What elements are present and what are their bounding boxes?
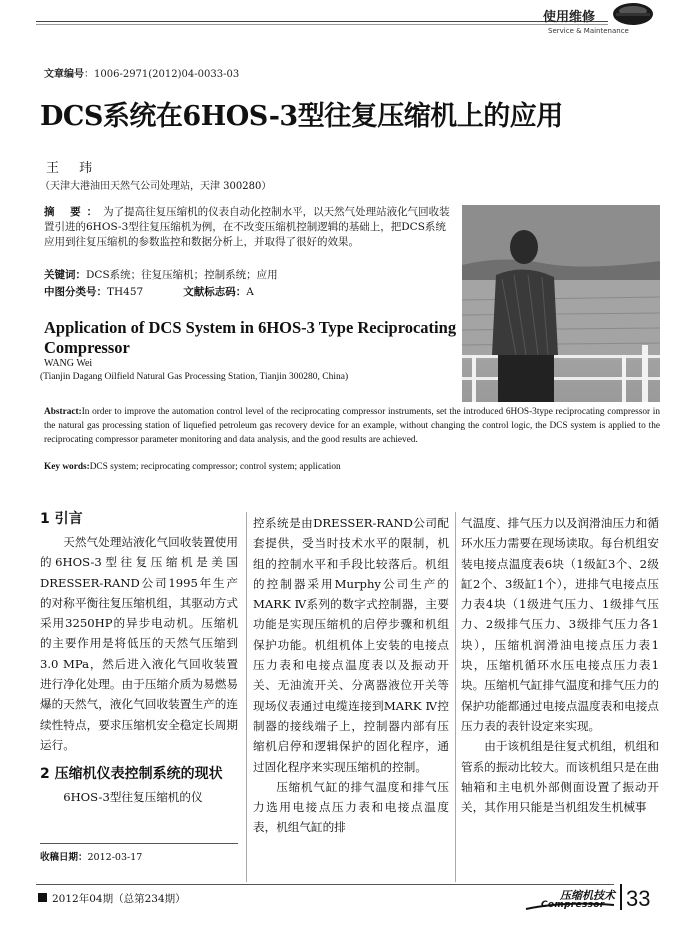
- affiliation-cn: （天津大港油田天然气公司处理站，天津 300280）: [40, 181, 272, 192]
- column-3-paragraph-1: 气温度、排气压力以及润滑油压力和循环水压力需要在现场读取。每台机组安装电接点温度表6块（1级缸3个、2级缸2个、3级缸1个），进排气电接点压力表4块（1级进气压力、1级排气压力、2级排气压力、3级排气压力各1块），压缩机润滑油电接点压力表1块，压缩机循环水压电接点压力表1块。压缩机气缸排气温度和排气压力的保护功能都通过电接点温度表和电接点压力表的表针设定来实现。: [461, 516, 659, 733]
- abstract-en-label: Abstract:: [44, 407, 82, 417]
- journal-name-en: Compressor: [541, 900, 605, 910]
- keywords-cn: [44, 267, 464, 282]
- keywords-en: [44, 462, 660, 472]
- affiliation-en: (Tianjin Dagang Oilfield Natural Gas Processing Station, Tianjin 300280, China): [40, 372, 349, 382]
- column-divider: [455, 512, 456, 882]
- article-number-label: 文章编号: [44, 69, 84, 80]
- column-3-paragraph-2: 由于该机组是往复式机组，机组和管系的振动比较大。而该机组只是在曲轴箱和主电机外部侧面设置了振动开关，其作用只能是当机组发生机械事: [461, 739, 659, 815]
- article-number-value: ：1006-2971(2012)04-0033-03: [84, 69, 240, 80]
- doc-code-label: 文献标志码：: [183, 286, 247, 298]
- abstract-cn-text: 为了提高往复压缩机的仪表自动化控制水平，以天然气处理站液化气回收装置引进的6HOS-3型往复压缩机为例，在不改变压缩机控制逻辑的基础上，把DCS系统应用到往复压缩机的参数监控和数据分析上，并取得了很好的效果。: [44, 206, 450, 248]
- oil-drum-icon: [610, 1, 656, 27]
- journal-name-cn: 压缩机技术: [560, 889, 615, 902]
- section-2-paragraph: 6HOS-3型往复压缩机的仪: [63, 790, 203, 805]
- column-2-paragraph-2: 压缩机气缸的排气温度和排气压力选用电接点压力表和电接点温度表，机组气缸的排: [253, 779, 449, 835]
- received-label: 收稿日期：: [40, 852, 88, 863]
- keywords-en-text: DCS system; reciprocating compressor; control system; application: [89, 462, 341, 472]
- page-number-bar: [620, 884, 622, 910]
- abstract-en-text: In order to improve the automation control level of the reciprocating compressor instruments, set the introduced 6HOS-3type reciprocating compressor in the natural gas processing station of liquefied petroleum gas recovery device for an example, without changing the control logic, the DCS system is applied to the reciprocating compressor parameter monitoring and data analysis, and the good results are achieved.: [44, 407, 660, 445]
- section-1-paragraph: 天然气处理站液化气回收装置使用的6HOS-3型往复压缩机是美国DRESSER-RAND公司1995年生产的对称平衡往复压缩机组，其驱动方式采用3250HP的异步电动机。压缩机的主要作用是将低压的天然气压缩到3.0 MPa，然后进入液化气回收装置进行净化处理。由于压缩介质为易燃易爆的天然气，液化气回收装置生产的连续性特点，要求压缩机安全稳定长周期运行。: [40, 535, 238, 752]
- doc-code-value: A: [246, 286, 254, 298]
- issue-info: 2012年04期（总第234期）: [52, 893, 186, 905]
- column-subtitle: Service & Maintenance: [548, 27, 629, 35]
- paper-title-cn: DCS系统在6HOS-3型往复压缩机上的应用: [40, 101, 563, 132]
- abstract-cn: [44, 205, 454, 250]
- author-cn: 王 玮: [46, 161, 101, 176]
- body-column-3: [461, 513, 659, 817]
- header-rule-thin: [36, 24, 608, 25]
- page-number: 33: [626, 886, 651, 911]
- clc-value: TH457: [107, 286, 144, 298]
- clc-label: 中图分类号：: [44, 286, 107, 298]
- column-2-paragraph-1: 控系统是由DRESSER-RAND公司配套提供，受当时技术水平的限制，机组的控制水平和手段比较落后。机组的控制器采用Murphy公司生产的MARK Ⅳ系列的数字式控制器，主要功能是实现压缩机的启停步骤和机组保护功能。机组机体上安装的电接点压力表和电接点温度表以及振动开关、无油流开关、分离器液位开关等现场仪表通过电缆连接到MARK Ⅳ控制器的接线端子上，控制器内部有压缩机启停和逻辑保护的固化程序，通过固化程序来实现压缩机的控制。: [253, 516, 449, 774]
- section-2-heading: 2 压缩机仪表控制系统的现状: [40, 766, 223, 783]
- received-date: [40, 849, 142, 863]
- keywords-cn-label: 关键词：: [44, 269, 86, 281]
- paper-title-en: Application of DCS System in 6HOS-3 Type Reciprocating Compressor: [44, 318, 457, 357]
- footer-rule: [36, 884, 614, 885]
- column-name: 使用维修: [543, 10, 596, 25]
- author-photo: [462, 205, 660, 402]
- classification: [44, 284, 254, 299]
- section-1-heading: 1 引言: [40, 511, 83, 527]
- author-en: WANG Wei: [44, 358, 93, 369]
- keywords-en-label: Key words:: [44, 462, 90, 472]
- footer-square-icon: [38, 893, 47, 902]
- abstract-en: [44, 405, 660, 447]
- keywords-cn-text: DCS系统；往复压缩机；控制系统；应用: [86, 269, 278, 281]
- received-rule: [40, 843, 238, 844]
- column-divider: [246, 512, 247, 882]
- abstract-cn-label: 摘 要：: [44, 206, 104, 218]
- body-column-1: [40, 508, 238, 808]
- header-rule: [36, 21, 608, 22]
- received-value: 2012-03-17: [87, 852, 143, 863]
- article-number: [44, 65, 239, 80]
- body-column-2: [253, 513, 449, 838]
